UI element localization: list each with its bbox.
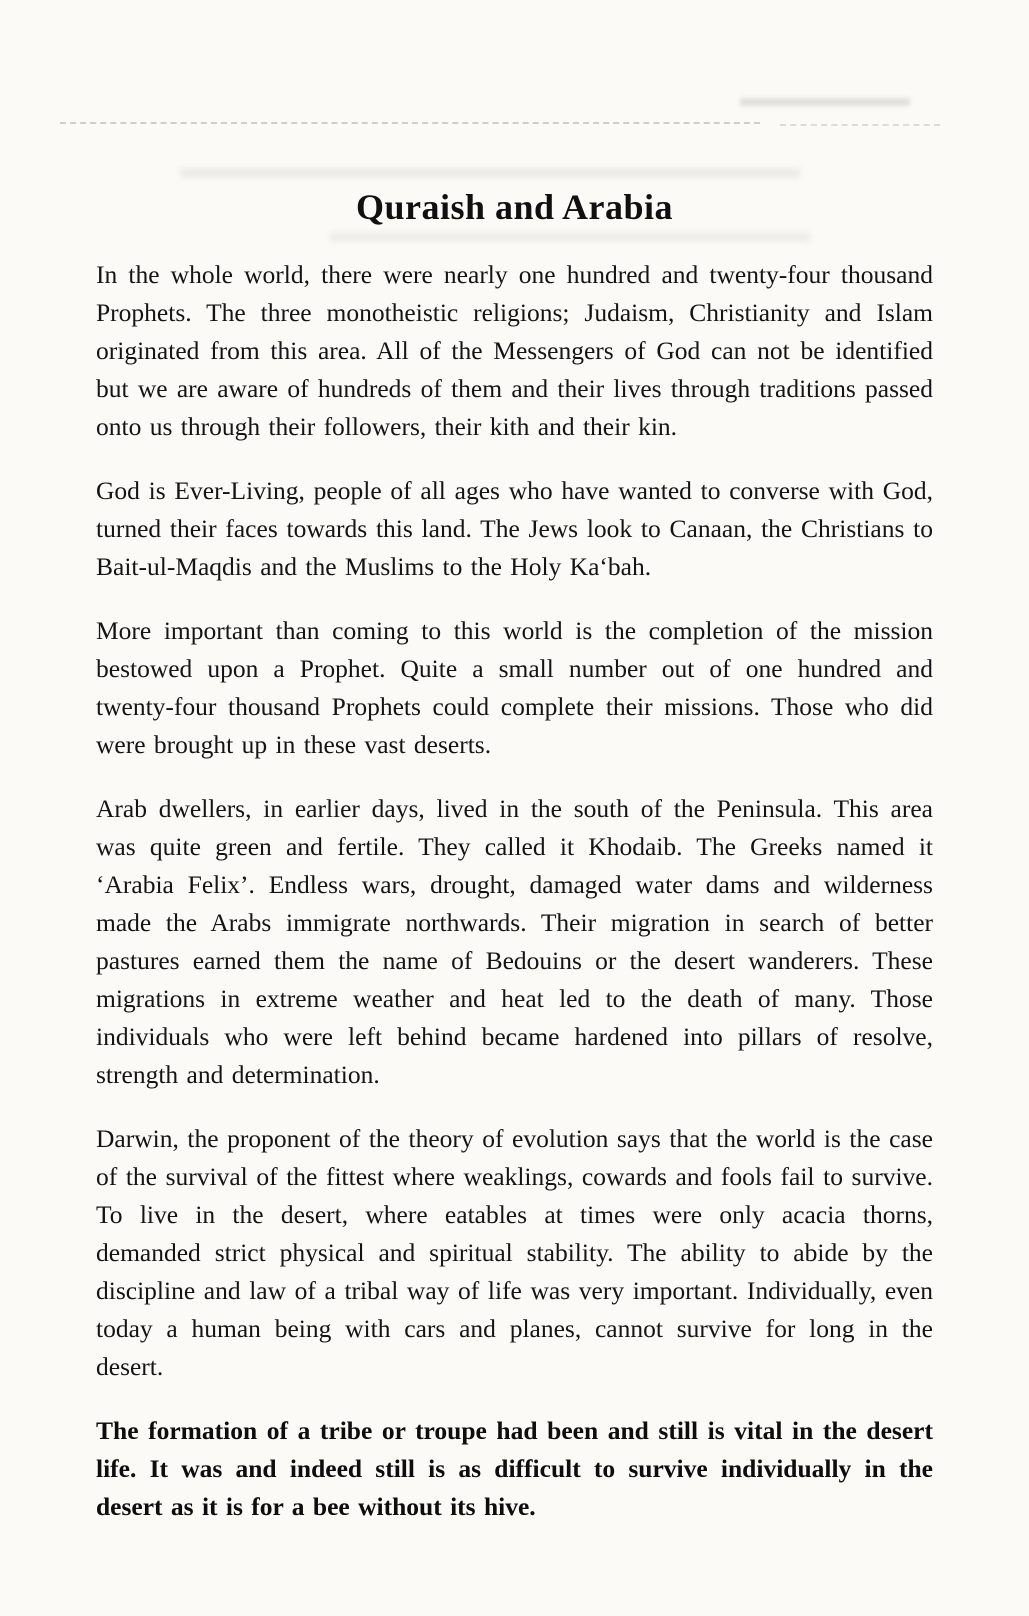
paragraph-tribe-formation: The formation of a tribe or troupe had been and still is vital in the desert life. It was and indeed still is as difficult to survive individually in the desert as it is for a bee without its hive. bbox=[96, 1416, 933, 1521]
page-body bbox=[0, 228, 1029, 1526]
paragraph-darwin: Darwin, the proponent of the theory of evolution says that the world is the case of the survival of the fittest where weaklings, cowards and fools fail to survive. To live in the desert, where eatables at times were only acacia thorns, demanded strict physical and spiritual stability. The ability to abide by the discipline and law of a tribal way of life was very important. Individually, even today a human being with cars and planes, cannot survive for long in the desert. bbox=[96, 1124, 933, 1381]
paragraph-prophets: In the whole world, there were nearly one hundred and twenty-four thousand Prophets. The three monotheistic religions; Judaism, Christianity and Islam originated from this area. All of the Messengers of God can not be identified but we are aware of hundreds of them and their lives through traditions passed onto us through their followers, their kith and their kin. bbox=[96, 260, 933, 441]
page-title: Quraish and Arabia bbox=[355, 187, 674, 227]
paragraph-arab-dwellers: Arab dwellers, in earlier days, lived in the south of the Peninsula. This area was quite green and fertile. They called it Khodaib. The Greeks named it ‘Arabia Felix’. Endless wars, drought, damaged water dams and wilderness made the Arabs immigrate northwards. Their migration in search of better pastures earned them the name of Bedouins or the desert wanderers. These migrations in extreme weather and heat led to the death of many. Those individuals who were left behind became hardened into pillars of resolve, strength and determination. bbox=[96, 794, 933, 1089]
paragraph-mission: More important than coming to this world is the completion of the mission bestowed upon a Prophet. Quite a small number out of one hundred and twenty-four thousand Prophets could complete their missions. Those who did were brought up in these vast deserts. bbox=[96, 616, 933, 759]
paragraph-ever-living: God is Ever-Living, people of all ages who have wanted to converse with God, turned their faces towards this land. The Jews look to Canaan, the Christians to Bait-ul-Maqdis and the Muslims to the Holy Ka‘bah. bbox=[96, 476, 933, 581]
